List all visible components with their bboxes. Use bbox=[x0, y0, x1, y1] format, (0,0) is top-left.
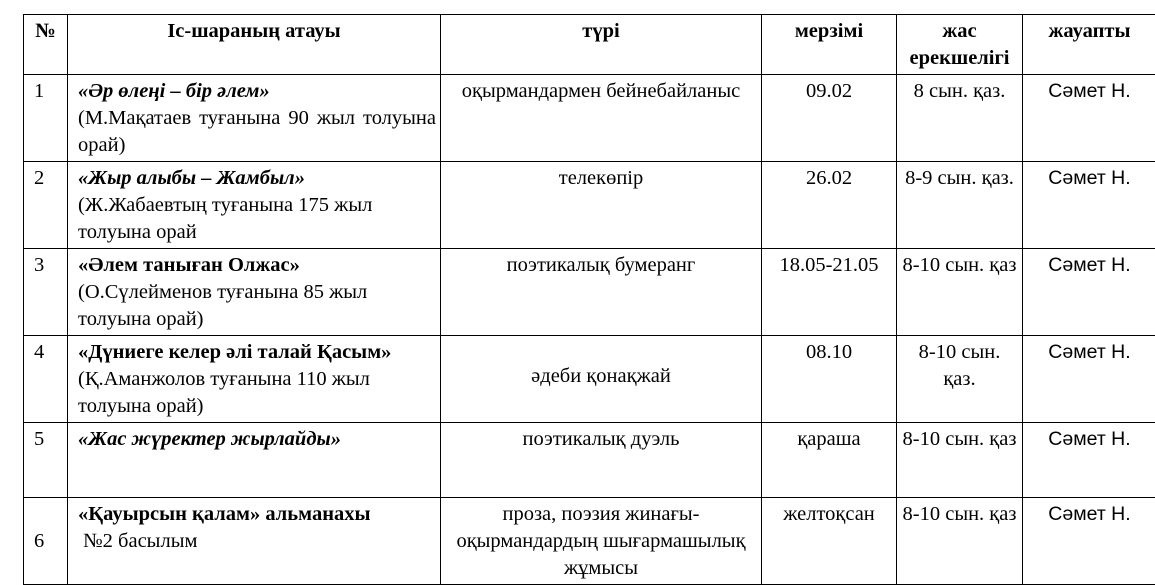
event-date: 09.02 bbox=[762, 75, 897, 162]
event-cell bbox=[68, 336, 441, 423]
event-age: 8-10 сын. қаз bbox=[897, 249, 1023, 336]
event-note: (О.Сүлейменов туғанына 85 жыл толуына орай) bbox=[78, 279, 436, 333]
event-responsible: Сәмет Н. bbox=[1023, 249, 1155, 336]
event-cell bbox=[68, 75, 441, 162]
event-title: «Жас жүректер жырлайды» bbox=[78, 426, 436, 453]
event-responsible: Сәмет Н. bbox=[1023, 162, 1155, 249]
header-date: мерзімі bbox=[762, 15, 897, 75]
event-title: «Қауырсын қалам» альманахы bbox=[78, 501, 436, 528]
row-number: 6 bbox=[24, 498, 68, 585]
table-header-row bbox=[24, 15, 1155, 75]
event-cell bbox=[68, 249, 441, 336]
row-number: 1 bbox=[24, 75, 68, 162]
event-age: 8-9 сын. қаз. bbox=[897, 162, 1023, 249]
event-date: қараша bbox=[762, 423, 897, 498]
event-title: «Әлем таныған Олжас» bbox=[78, 252, 436, 279]
event-date: 08.10 bbox=[762, 336, 897, 423]
event-title: «Жыр алыбы – Жамбыл» bbox=[78, 165, 436, 192]
event-note: (Ж.Жабаевтың туғанына 175 жыл толуына орай bbox=[78, 192, 436, 246]
event-age: 8 сын. қаз. bbox=[897, 75, 1023, 162]
event-title: «Әр өлеңі – бір әлем» bbox=[78, 78, 436, 105]
row-number: 2 bbox=[24, 162, 68, 249]
header-type: түрі bbox=[441, 15, 762, 75]
event-note: №2 басылым bbox=[78, 528, 436, 555]
header-number: № bbox=[24, 15, 68, 75]
event-date: 26.02 bbox=[762, 162, 897, 249]
event-title: «Дүниеге келер әлі талай Қасым» bbox=[78, 339, 436, 366]
event-responsible: Сәмет Н. bbox=[1023, 423, 1155, 498]
event-cell bbox=[68, 162, 441, 249]
event-age: 8-10 сын. қаз. bbox=[897, 336, 1023, 423]
event-responsible: Сәмет Н. bbox=[1023, 498, 1155, 585]
event-type: телекөпір bbox=[441, 162, 762, 249]
event-type: әдеби қонақжай bbox=[441, 336, 762, 423]
row-number: 4 bbox=[24, 336, 68, 423]
event-age: 8-10 сын. қаз bbox=[897, 498, 1023, 585]
table-row bbox=[24, 498, 1155, 585]
event-note: (М.Мақатаев туғанына 90 жыл толуына орай) bbox=[78, 105, 436, 159]
event-responsible: Сәмет Н. bbox=[1023, 75, 1155, 162]
table-row bbox=[24, 423, 1155, 498]
event-type: поэтикалық бумеранг bbox=[441, 249, 762, 336]
event-cell bbox=[68, 498, 441, 585]
events-table bbox=[23, 14, 1155, 585]
header-age: жас ерекшелігі bbox=[897, 15, 1023, 75]
event-responsible: Сәмет Н. bbox=[1023, 336, 1155, 423]
row-number: 5 bbox=[24, 423, 68, 498]
event-type: поэтикалық дуэль bbox=[441, 423, 762, 498]
table-row bbox=[24, 75, 1155, 162]
table-row bbox=[24, 336, 1155, 423]
event-age: 8-10 сын. қаз bbox=[897, 423, 1023, 498]
event-date: 18.05-21.05 bbox=[762, 249, 897, 336]
event-note: (Қ.Аманжолов туғанына 110 жыл толуына орай) bbox=[78, 366, 436, 420]
row-number: 3 bbox=[24, 249, 68, 336]
table-row bbox=[24, 249, 1155, 336]
event-type: проза, поэзия жинағы-оқырмандардың шығармашылық жұмысы bbox=[441, 498, 762, 585]
header-event-name: Іс-шараның атауы bbox=[68, 15, 441, 75]
event-cell bbox=[68, 423, 441, 498]
event-date: желтоқсан bbox=[762, 498, 897, 585]
header-responsible: жауапты bbox=[1023, 15, 1155, 75]
table-row bbox=[24, 162, 1155, 249]
event-type: оқырмандармен бейнебайланыс bbox=[441, 75, 762, 162]
